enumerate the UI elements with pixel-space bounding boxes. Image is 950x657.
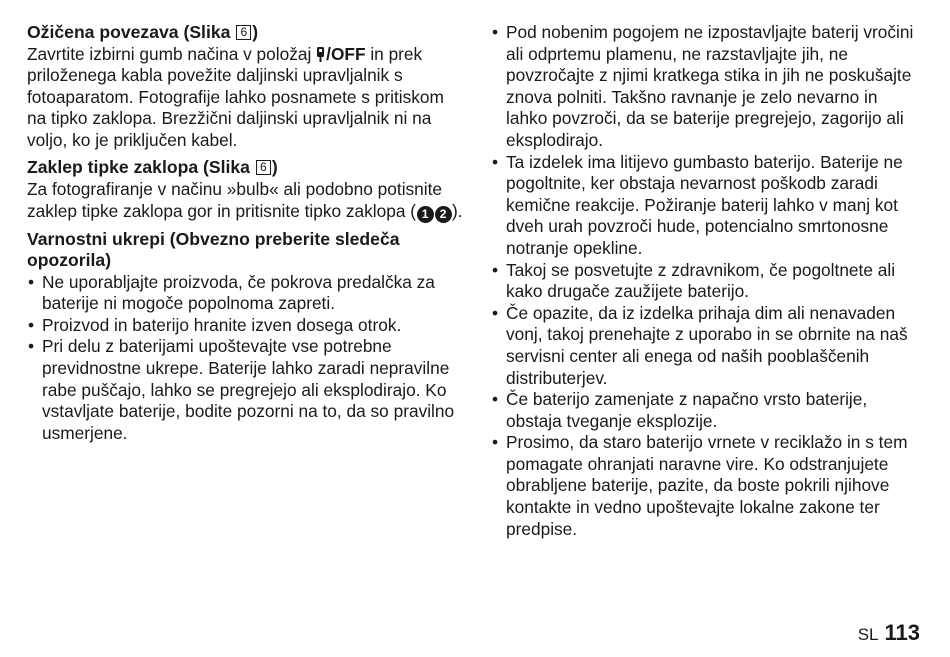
list-item — [491, 22, 921, 152]
left-column — [27, 22, 467, 450]
wired-text-1: Zavrtite izbirni gumb načina v položaj — [27, 43, 312, 64]
list-item — [491, 432, 921, 540]
wired-heading-end: ) — [252, 22, 259, 42]
lock-heading-text: Zaklep tipke zaklopa (Slika — [27, 157, 250, 178]
list-item-text: Proizvod in baterijo hranite izven dosega otrok. — [42, 314, 402, 335]
lock-text-2: ). — [452, 200, 463, 221]
list-item — [491, 389, 921, 432]
lock-heading-end: ) — [271, 157, 278, 178]
list-item — [27, 272, 467, 315]
list-item-text: Pri delu z baterijami upoštevajte vse potrebne previdnostne ukrepe. Baterije lahko zaradi nepravilne rabe puščajo, lahko se pregrejejo ali eksplodirajo. Ko vstavljate baterije, bodite pozorni na to, da so pravilno usmerjene. — [42, 336, 455, 443]
list-item — [491, 303, 921, 389]
list-item-text: Ta izdelek ima litijevo gumbasto baterijo. Baterije ne pogoltnite, ker obstaja nevarnost poškodb zaradi kemične reakcije. Požiranje baterij lahko v manj kot dveh urah povzroči hude, potencialno smrtonosne notranje opekline. — [506, 151, 903, 258]
list-item — [491, 260, 921, 303]
wired-connection-heading — [27, 22, 467, 44]
bullet-icon: • — [492, 432, 499, 453]
bullet-icon: • — [492, 22, 499, 42]
bullet-icon: • — [492, 302, 499, 323]
list-item-text: Ne uporabljajte proizvoda, če pokrova predalčka za baterije ni mogoče popolnoma zapreti. — [42, 271, 435, 314]
wired-heading-text: Ožičena povezava (Slika — [27, 22, 231, 42]
list-item-text: Če baterijo zamenjate z napačno vrsto baterije, obstaja tveganje eksplozije. — [506, 389, 868, 431]
bullet-icon: • — [28, 271, 35, 292]
safety-section — [27, 229, 467, 445]
wired-text-2: in prek priloženega kabla povežite daljinski upravljalnik s fotoaparatom. Fotografije lahko posnamete s pritiskom na tipko zaklopa. Brezžični daljinski upravljalnik ni na voljo, ko je priključen kabel. — [27, 43, 444, 150]
page-number — [858, 621, 920, 647]
language-code: SL — [857, 625, 879, 644]
step-1-badge: 1 — [417, 206, 434, 223]
bullet-icon: • — [492, 389, 499, 410]
shutter-lock-text — [27, 179, 467, 223]
list-item — [27, 315, 467, 337]
list-item-text: Takoj se posvetujte z zdravnikom, če pogoltnete ali kako drugače zaužijete baterijo. — [506, 259, 896, 302]
bullet-icon: • — [28, 314, 35, 335]
wired-connection-text — [27, 44, 467, 152]
bullet-icon: • — [492, 151, 499, 172]
safety-heading: Varnostni ukrepi (Obvezno preberite sledeča opozorila) — [27, 228, 400, 271]
bullet-icon: • — [492, 259, 499, 280]
right-column — [491, 22, 921, 540]
list-item-text: Prosimo, da staro baterijo vrnete v reciklažo in s tem pomagate ohranjati naravne vire. Ko odstranjujete obrabljene baterije, pazite, da boste pokrili njihove kontakte in vedno upoštevajte lokalne zakone ter predpise. — [506, 432, 908, 539]
bullet-icon: • — [28, 336, 35, 357]
wired-connection-section — [27, 22, 467, 151]
list-item-text: Pod nobenim pogojem ne izpostavljajte baterij vročini ali odprtemu plamenu, ne razstavljajte jih, ne povzročajte z njimi kratkega stika in jih ne poskušajte znova polniti. Takšno ravnanje je zelo nevarno in lahko povzroči, da se baterije pregrejejo, zagorijo ali eksplodirajo. — [506, 22, 914, 150]
shutter-lock-section — [27, 157, 467, 222]
list-item-text: Če opazite, da iz izdelka prihaja dim ali nenavaden vonj, takoj prenehajte z uporabo in se obrnite na naš servisni center ali enega od naših pooblaščenih distributerjev. — [506, 302, 908, 388]
safety-list-right — [491, 22, 921, 540]
step-2-badge: 2 — [435, 206, 452, 223]
self-timer-remote-icon — [316, 44, 325, 66]
safety-list-left — [27, 272, 467, 445]
figure-ref-box: 6 — [256, 160, 271, 175]
lock-text-1: Za fotografiranje v načinu »bulb« ali podobno potisnite zaklep tipke zaklopa gor in pritisnite tipko zaklopa ( — [27, 178, 443, 221]
list-item — [491, 152, 921, 260]
list-item — [27, 336, 467, 444]
figure-ref-box: 6 — [236, 25, 251, 40]
off-label: /OFF — [326, 43, 366, 64]
shutter-lock-heading — [27, 157, 467, 179]
page-number-value: 113 — [884, 620, 920, 645]
